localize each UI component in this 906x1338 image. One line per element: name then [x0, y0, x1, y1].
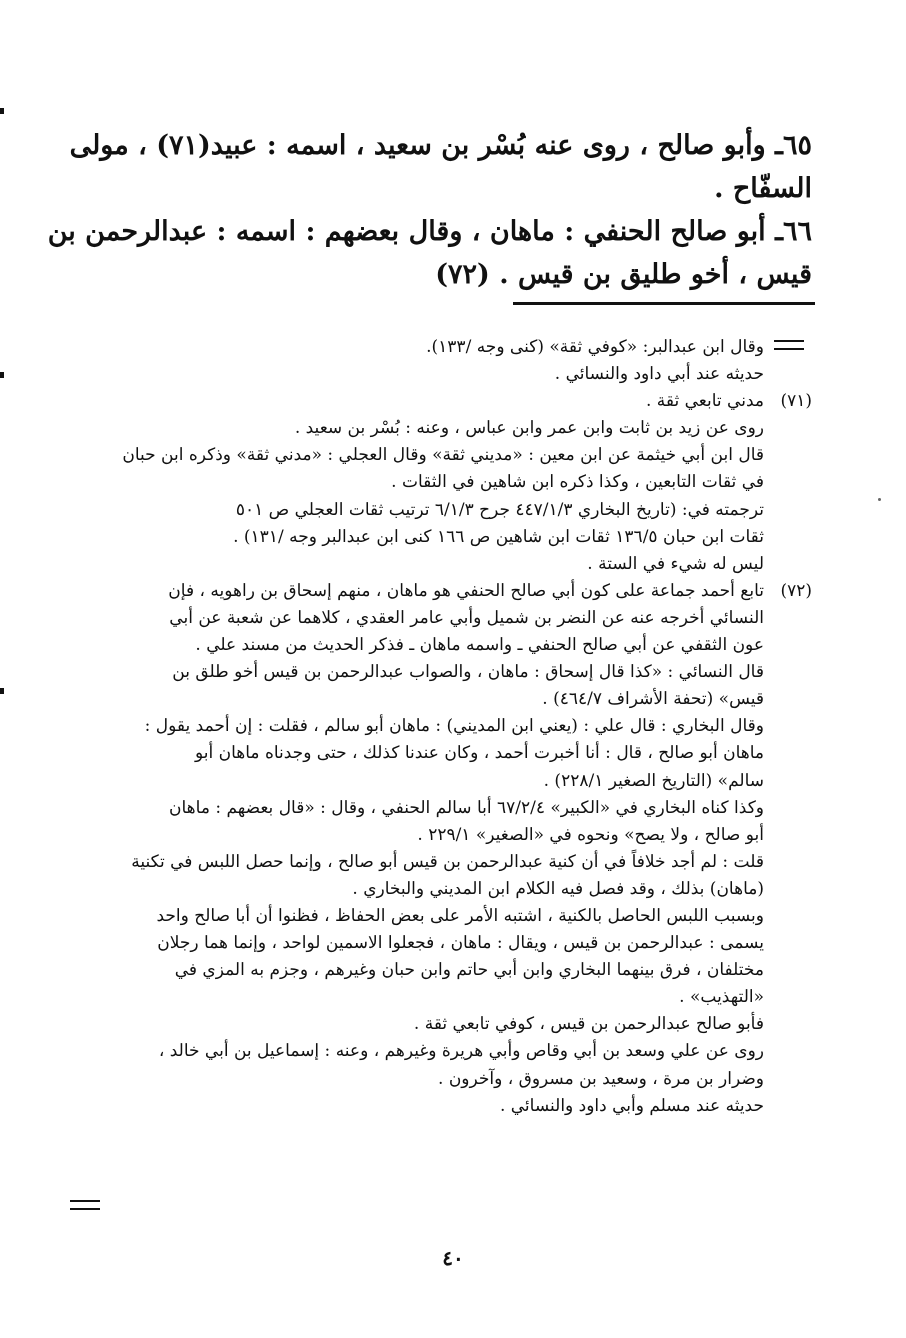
- main-line: قيس ، أخو طليق بن قيس . (٧٢): [435, 259, 812, 290]
- footnote-line: [112, 686, 812, 713]
- footnote-line: [112, 361, 812, 388]
- footnote-line: [112, 659, 812, 686]
- footnote-line: [112, 1093, 812, 1120]
- footnote-number: (٧٢): [780, 580, 812, 601]
- equals-mark: [70, 1200, 100, 1212]
- margin-dot: [0, 688, 4, 694]
- footnote-text: «التهذيب» .: [679, 987, 764, 1008]
- footnote-line: [112, 713, 812, 740]
- footnote-line: [112, 524, 812, 551]
- footnote-line: [112, 1038, 812, 1065]
- footnote-line: [112, 876, 812, 903]
- footnote-line: [112, 1066, 812, 1093]
- scan-speck: [878, 498, 881, 501]
- footnote-number: (٧١): [780, 391, 812, 412]
- footnote-text: ماهان أبو صالح ، قال : أنا أخبرت أحمد ، وكان عندنا كذلك ، حتى وجدناه ماهان أبو: [194, 743, 764, 764]
- footnote-text: مدني تابعي ثقة .: [645, 391, 764, 412]
- footnote-line: [112, 957, 812, 984]
- footnote-text: وقال ابن عبدالبر: «كوفي ثقة» (كنى وجه /١٣٣).: [426, 337, 764, 357]
- footnote-text: حديثه عند مسلم وأبي داود والنسائي .: [499, 1095, 764, 1116]
- footnote-text: وبسبب اللبس الحاصل بالكنية ، اشتبه الأمر على بعض الحفاظ ، فظنوا أن أبا صالح واحد: [156, 905, 764, 926]
- footnote-text: سالم» (التاريخ الصغير ٢٢٨/١) .: [543, 770, 764, 791]
- footnote-separator: [513, 302, 815, 305]
- footnote-text: روى عن زيد بن ثابت وابن عمر وابن عباس ، وعنه : بُسْر بن سعيد .: [294, 418, 764, 439]
- footnote-line: [112, 795, 812, 822]
- footnote-text: قيس» (تحفة الأشراف ٤٦٤/٧) .: [542, 689, 764, 710]
- margin-dot: [0, 108, 4, 114]
- main-text: [47, 124, 812, 296]
- footnote-line: [112, 388, 812, 415]
- footnote-text: وكذا كناه البخاري في «الكبير» ٦٧/٢/٤ أبا سالم الحنفي ، وقال : «قال بعضهم : ماهان: [169, 797, 764, 818]
- footnote-text: تابع أحمد جماعة على كون أبي صالح الحنفي هو ماهان ، منهم إسحاق بن راهويه ، فإن: [168, 580, 764, 601]
- footnote-text: النسائي أخرجه عنه عن النضر بن شميل وأبي عامر العقدي ، كلاهما عن شعبة عن أبي: [169, 607, 764, 628]
- footnote-text: حديثه عند أبي داود والنسائي .: [554, 364, 764, 385]
- footnote-line: [112, 605, 812, 632]
- footnote-line: [112, 1011, 812, 1038]
- footnote-line: [112, 822, 812, 849]
- footnote-text: قال ابن أبي خيثمة عن ابن معين : «مديني ثقة» وقال العجلي : «مدني ثقة» وذكره ابن حبان: [122, 445, 764, 466]
- footnote-line: [112, 497, 812, 524]
- footnote-line: [112, 442, 812, 469]
- footnote-text: قال النسائي : «كذا قال إسحاق : ماهان ، والصواب عبدالرحمن بن قيس أخو طلق بن: [172, 662, 764, 683]
- main-line: ٦٦ـ أبو صالح الحنفي : ماهان ، وقال بعضهم : اسمه : عبدالرحمن بن: [47, 216, 812, 247]
- footnote-text: ترجمته في: (تاريخ البخاري ٤٤٧/١/٣ جرح ٦/١/٣ ترتيب ثقات العجلي ص ٥٠١: [235, 499, 764, 520]
- footnote-line: [112, 578, 812, 605]
- footnote-line: [112, 632, 812, 659]
- continuation-mark: [774, 340, 804, 354]
- margin-dot: [0, 372, 4, 378]
- footnote-text: وضرار بن مرة ، وسعيد بن مسروق ، وآخرون .: [438, 1068, 764, 1089]
- footnote-line: [112, 768, 812, 795]
- main-line: السفّاح .: [714, 173, 812, 204]
- footnotes: [112, 334, 812, 1120]
- footnote-text: قلت : لم أجد خلافاً في أن كنية عبدالرحمن بن قيس أبو صالح ، وإنما حصل اللبس في تكنية: [131, 851, 764, 872]
- footnote-line: [112, 334, 812, 361]
- footnote-text: ثقات ابن حبان ١٣٦/٥ ثقات ابن شاهين ص ١٦٦ كنى ابن عبدالبر وجه /١٣١) .: [233, 526, 764, 547]
- footnote-text: وقال البخاري : قال علي : (يعني ابن المديني) : ماهان أبو سالم ، فقلت : إن أحمد يقول :: [144, 716, 764, 737]
- footnote-text: ليس له شيء في الستة .: [587, 553, 764, 574]
- footnote-line: [112, 849, 812, 876]
- footnote-line: [112, 903, 812, 930]
- footnote-line: [112, 930, 812, 957]
- footnote-line: [112, 469, 812, 496]
- footnote-line: [112, 415, 812, 442]
- footnote-text: روى عن علي وسعد بن أبي وقاص وأبي هريرة وغيرهم ، وعنه : إسماعيل بن أبي خالد ،: [158, 1041, 764, 1062]
- footnote-line: [112, 740, 812, 767]
- footnote-text: أبو صالح ، ولا يصح» ونحوه في «الصغير» ٢٢٩/١ .: [417, 824, 764, 845]
- footnote-text: مختلفان ، فرق بينهما البخاري وابن أبي حاتم وابن حبان وغيرهم ، وجزم به المزي في: [174, 960, 764, 981]
- footnote-text: (ماهان) بذلك ، وقد فصل فيه الكلام ابن المديني والبخاري .: [352, 878, 764, 899]
- footnote-line: [112, 551, 812, 578]
- footnote-text: في ثقات التابعين ، وكذا ذكره ابن شاهين في الثقات .: [391, 472, 764, 493]
- footnote-text: فأبو صالح عبدالرحمن بن قيس ، كوفي تابعي ثقة .: [413, 1014, 764, 1035]
- page-number: ٤٠: [442, 1246, 464, 1270]
- footnote-text: عون الثقفي عن أبي صالح الحنفي ـ واسمه ماهان ـ فذكر الحديث من مسند علي .: [195, 635, 764, 656]
- main-line: ٦٥ـ وأبو صالح ، روى عنه بُسْر بن سعيد ، اسمه : عبيد(٧١) ، مولى: [69, 130, 812, 161]
- footnote-text: يسمى : عبدالرحمن بن قيس ، ويقال : ماهان ، فجعلوا الاسمين لواحد ، وإنما هما رجلان: [157, 933, 764, 954]
- footnote-line: [112, 984, 812, 1011]
